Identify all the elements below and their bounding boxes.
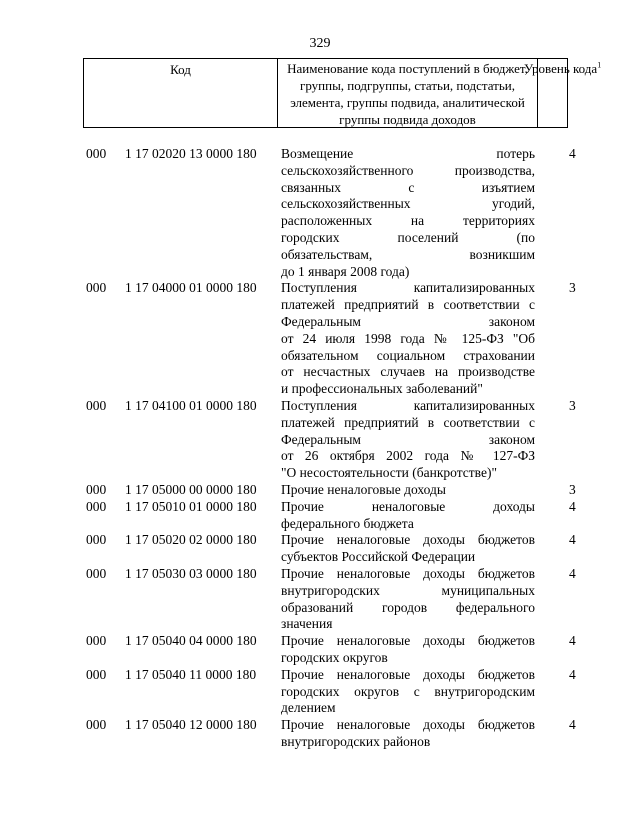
row-level: 4: [569, 717, 576, 733]
row-description: [281, 566, 535, 633]
description-line: Федеральным законом: [281, 313, 535, 329]
description-line: Прочие неналоговые доходы бюджетов: [281, 532, 535, 548]
row-level: 3: [569, 397, 576, 413]
description-line: сельскохозяйственных угодий,: [281, 196, 535, 212]
description-line: до 1 января 2008 года): [281, 263, 410, 279]
row-level: 3: [569, 481, 576, 497]
description-line: от 26 октября 2002 года № 127-ФЗ: [281, 448, 535, 464]
description-line: Федеральным законом: [281, 431, 535, 447]
row-revenue-code: 1 17 02020 13 0000 180: [125, 146, 257, 161]
row-admin-code: 000: [86, 397, 107, 413]
table-row: [0, 280, 640, 398]
description-line: обязательствам, возникшим: [281, 246, 535, 262]
row-admin-code: 000: [86, 666, 107, 682]
table-body: [0, 146, 640, 751]
description-line: значения: [281, 616, 333, 632]
row-level: 4: [569, 532, 576, 548]
row-level: 4: [569, 565, 576, 581]
row-level: 4: [569, 666, 576, 682]
header-code: Код: [84, 59, 278, 127]
row-revenue-code: 1 17 05000 00 0000 180: [125, 481, 257, 497]
row-admin-code: 000: [86, 633, 107, 649]
row-revenue-code: 1 17 04000 01 0000 180: [125, 280, 257, 296]
row-revenue-code: 1 17 05040 12 0000 180: [125, 717, 257, 733]
description-line: делением: [281, 700, 336, 716]
description-line: городских поселений (по: [281, 229, 535, 245]
header-name: Наименование кода поступлений в бюджет, группы, подгруппы, статьи, подстатьи, элемента, группы подвида, аналитической группы подвида доходов: [278, 59, 538, 127]
description-line: от несчастных случаев на производстве: [281, 364, 535, 380]
header-level: [524, 59, 602, 127]
description-line: сельскохозяйственного производства,: [281, 162, 535, 178]
description-line: платежей предприятий в соответствии с: [281, 297, 535, 313]
row-admin-code: 000: [86, 565, 107, 581]
table-row: [0, 146, 640, 280]
row-admin-code: 000: [86, 532, 107, 548]
table-row: [0, 398, 640, 482]
description-line: внутригородских муниципальных: [281, 582, 535, 598]
header-level-label: Уровень кода: [524, 61, 598, 76]
table-row: [0, 532, 640, 566]
row-revenue-code: 1 17 05040 11 0000 180: [125, 666, 257, 682]
description-line: от 24 июля 1998 года № 125-ФЗ "Об: [281, 330, 535, 346]
description-line: Прочие неналоговые доходы: [281, 498, 535, 514]
description-line: и профессиональных заболеваний": [281, 381, 483, 397]
table-header: [83, 58, 602, 128]
table-row: [0, 717, 640, 751]
description-line: Прочие неналоговые доходы: [281, 481, 446, 497]
row-level: 4: [569, 498, 576, 514]
description-line: связанных с изъятием: [281, 179, 535, 195]
description-line: Прочие неналоговые доходы бюджетов: [281, 666, 535, 682]
row-revenue-code: 1 17 05010 01 0000 180: [125, 498, 257, 514]
row-description: [281, 146, 535, 280]
table-row: [0, 566, 640, 633]
description-line: городских округов: [281, 649, 388, 665]
description-line: городских округов с внутригородским: [281, 683, 535, 699]
description-line: федерального бюджета: [281, 515, 414, 531]
header-level-footnote: 1: [597, 60, 602, 70]
row-level: 4: [569, 146, 576, 161]
row-description: [281, 532, 535, 566]
row-admin-code: 000: [86, 498, 107, 514]
description-line: платежей предприятий в соответствии с: [281, 414, 535, 430]
row-admin-code: 000: [86, 481, 107, 497]
row-revenue-code: 1 17 05040 04 0000 180: [125, 633, 257, 649]
table-row: [0, 633, 640, 667]
table-row: [0, 482, 640, 499]
description-line: Возмещение потерь: [281, 146, 535, 161]
row-description: [281, 482, 535, 499]
description-line: образований городов федерального: [281, 599, 535, 615]
table-row: [0, 667, 640, 717]
description-line: субъектов Российской Федерации: [281, 549, 476, 565]
row-description: [281, 398, 535, 482]
row-description: [281, 717, 535, 751]
row-admin-code: 000: [86, 280, 107, 296]
row-admin-code: 000: [86, 717, 107, 733]
row-level: 4: [569, 633, 576, 649]
row-revenue-code: 1 17 05020 02 0000 180: [125, 532, 257, 548]
description-line: внутригородских районов: [281, 733, 431, 749]
row-description: [281, 280, 535, 398]
row-description: [281, 667, 535, 717]
row-level: 3: [569, 280, 576, 296]
description-line: Прочие неналоговые доходы бюджетов: [281, 717, 535, 733]
description-line: "О несостоятельности (банкротстве)": [281, 465, 497, 481]
table-row: [0, 499, 640, 533]
description-line: Прочие неналоговые доходы бюджетов: [281, 565, 535, 581]
page-number: 329: [309, 36, 331, 51]
description-line: Прочие неналоговые доходы бюджетов: [281, 633, 535, 649]
description-line: Поступления капитализированных: [281, 397, 535, 413]
description-line: обязательном социальном страховании: [281, 347, 535, 363]
row-revenue-code: 1 17 05030 03 0000 180: [125, 565, 257, 581]
row-description: [281, 499, 535, 533]
row-revenue-code: 1 17 04100 01 0000 180: [125, 397, 257, 413]
row-description: [281, 633, 535, 667]
description-line: Поступления капитализированных: [281, 280, 535, 296]
row-admin-code: 000: [86, 146, 107, 161]
description-line: расположенных на территориях: [281, 213, 535, 229]
